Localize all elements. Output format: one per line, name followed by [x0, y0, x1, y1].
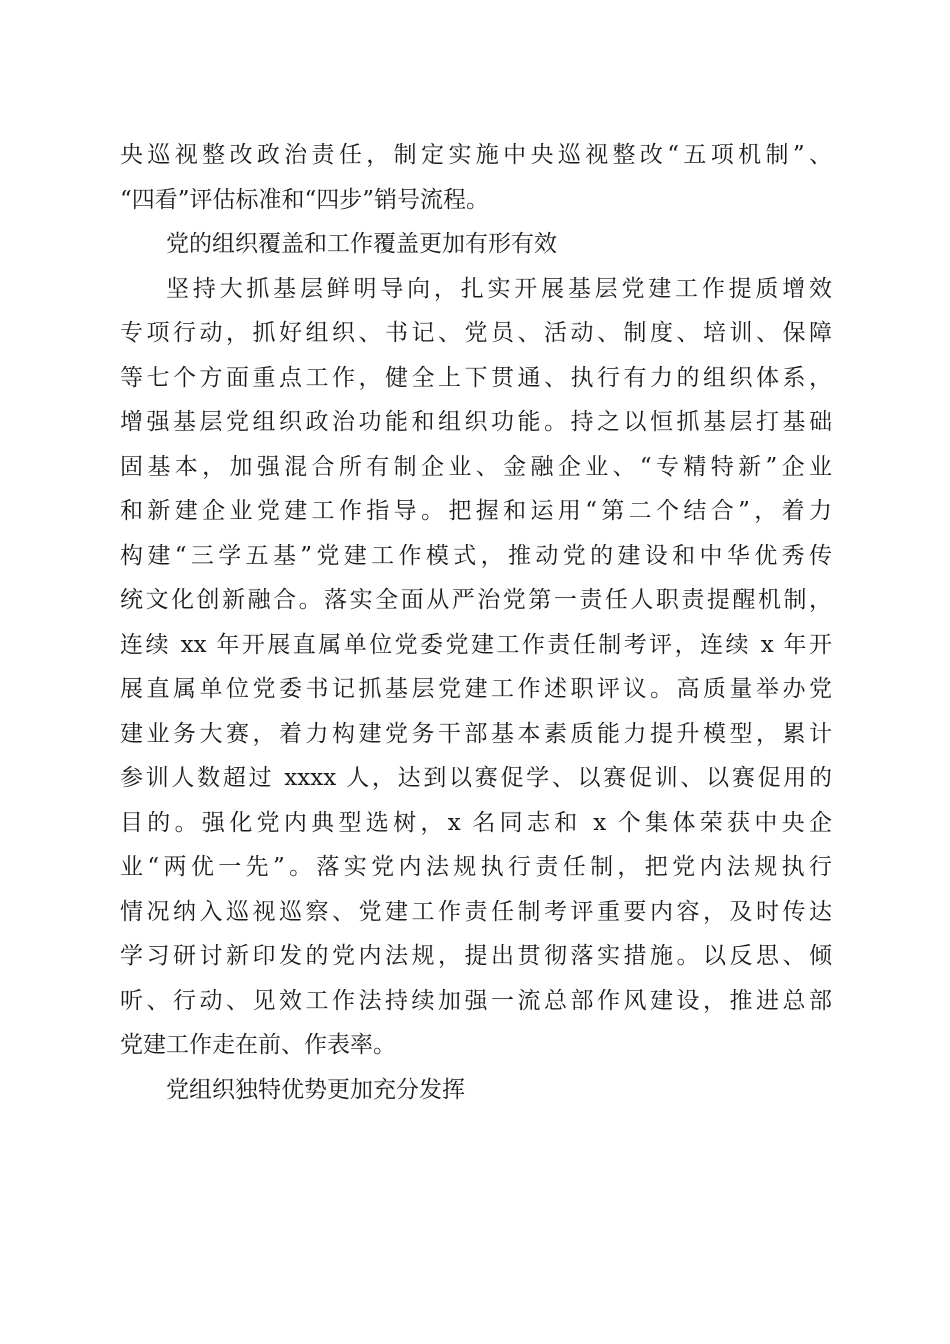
text-line: 展直属单位党委书记抓基层党建工作述职评议。高质量举办党: [120, 676, 832, 702]
text-line: 情况纳入巡视巡察、党建工作责任制考评重要内容，及时传达: [120, 898, 832, 925]
text-line: 统文化创新融合。落实全面从严治党第一责任人职责提醒机制，: [120, 587, 832, 613]
text-line: 坚持大抓基层鲜明导向，扎实开展基层党建工作提质增效: [166, 275, 832, 302]
document-body: [120, 133, 832, 1112]
section-heading: 党的组织覆盖和工作覆盖更加有形有效: [166, 231, 557, 257]
text-line: 和新建企业党建工作指导。把握和运用“第二个结合”，着力: [120, 498, 832, 524]
text-line: 构建“三学五基”党建工作模式，推动党的建设和中华优秀传: [120, 542, 832, 569]
text-line: 建业务大赛，着力构建党务干部基本素质能力提升模型，累计: [120, 720, 832, 747]
paragraph-continued: [120, 133, 832, 222]
text-line: 增强基层党组织政治功能和组织功能。持之以恒抓基层打基础: [120, 409, 832, 435]
text-line: 等七个方面重点工作，健全上下贯通、执行有力的组织体系，: [120, 364, 832, 391]
text-line: 听、行动、见效工作法持续加强一流总部作风建设，推进总部: [120, 987, 832, 1014]
section-heading: 党组织独特优势更加充分发挥: [166, 1076, 465, 1103]
text-line: 固基本，加强混合所有制企业、金融企业、“专精特新”企业: [120, 453, 832, 480]
text-line: 党建工作走在前、作表率。: [120, 1032, 396, 1058]
text-line: “四看”评估标准和“四步”销号流程。: [120, 186, 490, 213]
text-line: 参训人数超过 xxxx 人，达到以赛促学、以赛促训、以赛促用的: [120, 765, 832, 791]
text-line: 专项行动，抓好组织、书记、党员、活动、制度、培训、保障: [120, 320, 832, 346]
paragraph-grassroots: [120, 267, 832, 1068]
text-line: 目的。强化党内典型选树，x 名同志和 x 个集体荣获中央企: [120, 809, 832, 836]
text-line: 连续 xx 年开展直属单位党委党建工作责任制考评，连续 x 年开: [120, 631, 832, 658]
text-line: 央巡视整改政治责任，制定实施中央巡视整改“五项机制”、: [120, 142, 832, 168]
text-line: 学习研讨新印发的党内法规，提出贯彻落实措施。以反思、倾: [120, 943, 832, 969]
text-line: 业“两优一先”。落实党内法规执行责任制，把党内法规执行: [120, 854, 832, 880]
